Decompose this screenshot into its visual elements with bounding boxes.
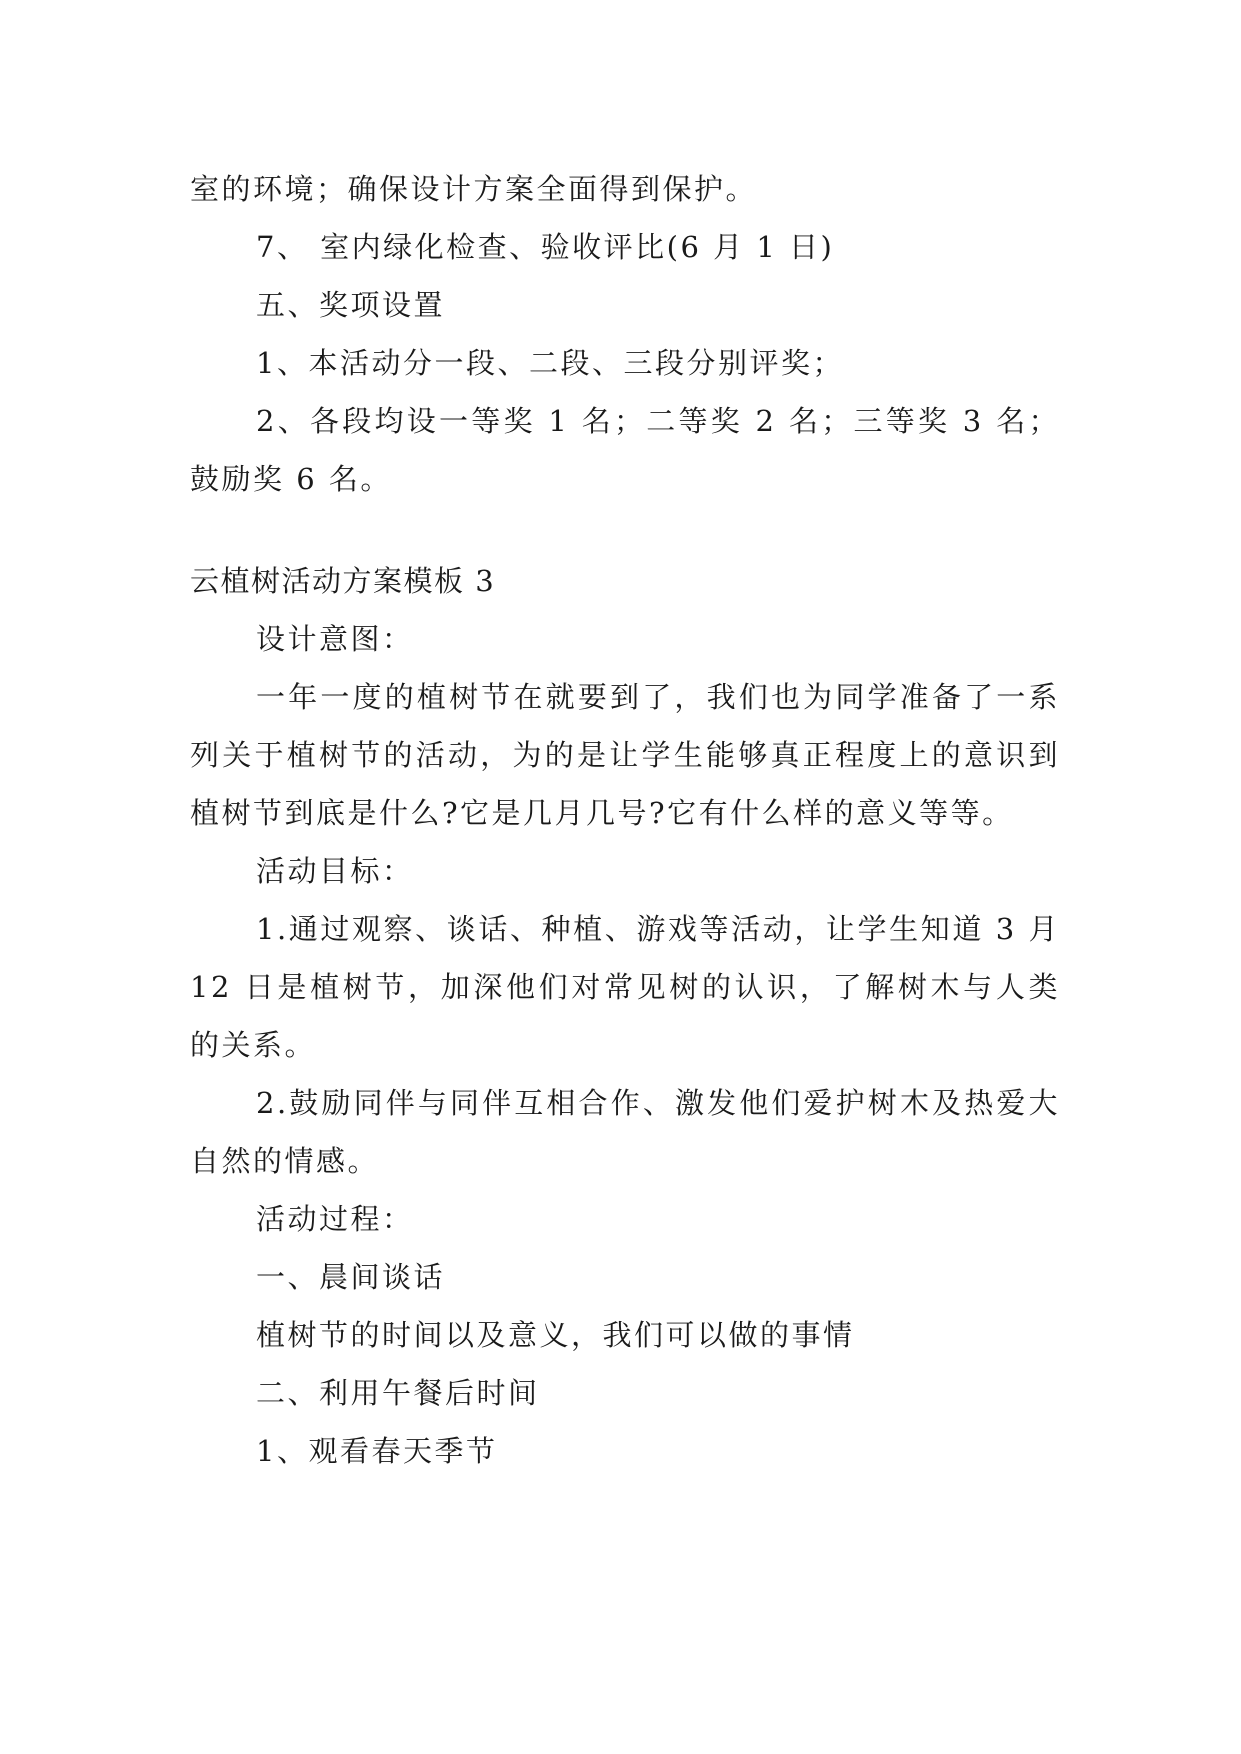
process-step-morning-talk: 一、晨间谈话 (256, 1260, 446, 1294)
process-step-after-lunch: 二、利用午餐后时间 (256, 1376, 540, 1410)
paragraph-morning-talk-detail: 植树节的时间以及意义，我们可以做的事情 (256, 1318, 855, 1352)
paragraph-watch-spring: 1、观看春天季节 (256, 1434, 498, 1468)
paragraph-goal-2: 2.鼓励同伴与同伴互相合作、激发他们爱护树木及热爱大自然的情感。 (190, 1086, 1060, 1178)
paragraph-greening-inspection: 7、 室内绿化检查、验收评比(6 月 1 日) (256, 230, 835, 264)
paragraph-award-rule-2: 2、各段均设一等奖 1 名；二等奖 2 名；三等奖 3 名；鼓励奖 6 名。 (190, 404, 1060, 496)
paragraph-award-rule-1: 1、本活动分一段、二段、三段分别评奖； (256, 346, 844, 380)
section-heading-goals: 活动目标： (256, 854, 414, 888)
paragraph-design-intent: 一年一度的植树节在就要到了，我们也为同学准备了一系列关于植树节的活动，为的是让学生能够真正程度上的意识到植树节到底是什么?它是几月几号?它有什么样的意义等等。 (190, 680, 1060, 830)
paragraph-environment-protection: 室的环境；确保设计方案全面得到保护。 (190, 172, 758, 206)
paragraph-goal-1: 1.通过观察、谈话、种植、游戏等活动，让学生知道 3 月 12 日是植树节，加深他们对常见树的认识，了解树木与人类的关系。 (190, 912, 1060, 1062)
document-title: 云植树活动方案模板 3 (190, 564, 496, 598)
section-heading-awards: 五、奖项设置 (256, 288, 446, 322)
document-body (190, 160, 1060, 1480)
section-heading-design-intent: 设计意图： (256, 622, 414, 656)
section-heading-process: 活动过程： (256, 1202, 414, 1236)
